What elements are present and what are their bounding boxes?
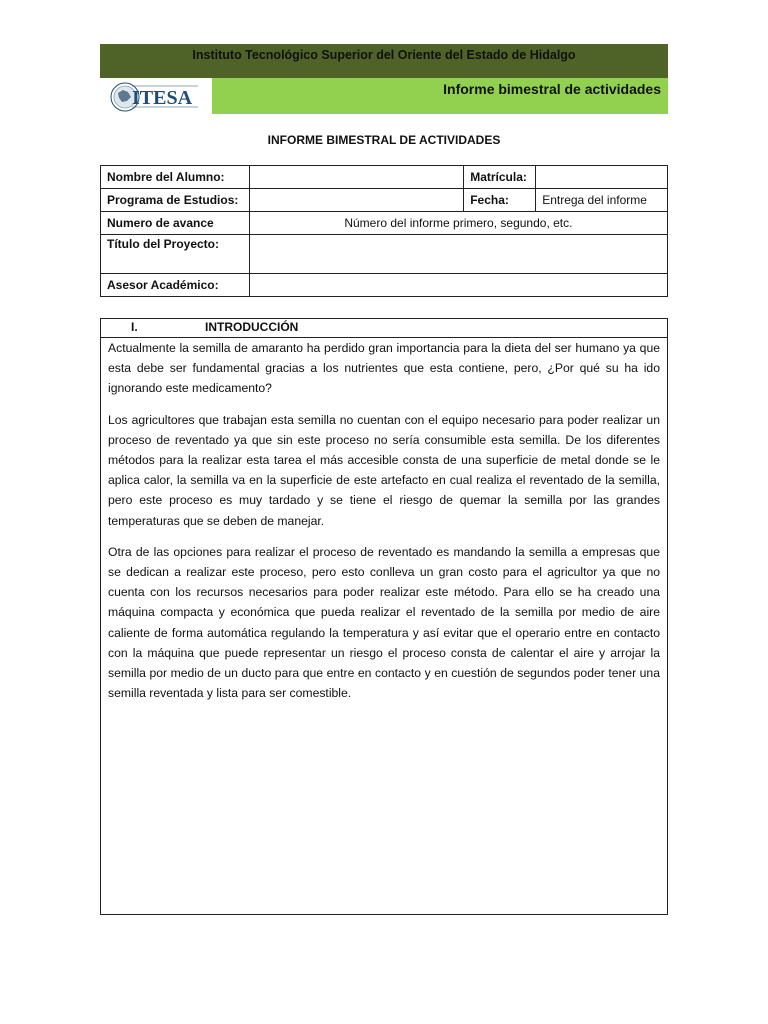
document-header xyxy=(100,44,668,114)
paragraph: Los agricultores que trabajan esta semilla no cuentan con el equipo necesario para poder realizar un proceso de reventado ya que sin este proceso no sería consumible esta semilla. De los diferentes métodos para la realizar esta tarea el más accesible consta de una superficie de metal donde se le aplica calor, la semilla va en la superficie de este artefacto en cual realiza el reventado de la semilla, pero este proceso es muy tardado y se tiene el riesgo de quemar la semilla por las grandes temperaturas que se deben de manejar. xyxy=(108,412,660,528)
advisor-field[interactable] xyxy=(249,274,667,297)
logo-wordmark: ITESA xyxy=(132,87,193,109)
paragraph: Otra de las opciones para realizar el proceso de reventado es mandando la semilla a empresas que se dedican a realizar este proceso, pero esto conlleva un gran costo para el agricultor ya que no cuenta con los recursos necesarios para poder realizar este método. Para ello se ha creado una máquina compacta y económica que pueda realizar el reventado de la semilla por medio de aire caliente de forma automática regulando la temperatura y así evitar que el operario entre en contacto con la máquina que puede representar un riesgo el proceso consta de calentar el aire y arrojar la semilla por medio de un ducto para que entre en contacto y en cuestión de segundos poder tener una semilla reventada y lista para ser comestible. xyxy=(108,544,660,701)
section-heading xyxy=(101,319,667,338)
institute-band: Instituto Tecnológico Superior del Oriente del Estado de Hidalgo xyxy=(100,44,668,78)
program-label: Programa de Estudios: xyxy=(101,189,250,212)
table-row xyxy=(101,189,668,212)
advance-label: Numero de avance xyxy=(101,212,250,235)
paragraph: Actualmente la semilla de amaranto ha perdido gran importancia para la dieta del ser humano ya que esta debe ser fundamental gracias a los nutrientes que esta contiene, pero, ¿Por qué su ha ido ignorando este medicamento? xyxy=(108,341,660,396)
matricula-label: Matrícula: xyxy=(464,166,536,189)
date-field[interactable]: Entrega del informe xyxy=(536,189,668,212)
matricula-field[interactable] xyxy=(536,166,668,189)
section-number: I. xyxy=(131,320,138,334)
advisor-label: Asesor Académico: xyxy=(101,274,250,297)
table-row xyxy=(101,212,668,235)
page-title: INFORME BIMESTRAL DE ACTIVIDADES xyxy=(267,133,501,147)
student-name-label: Nombre del Alumno: xyxy=(101,166,250,189)
section-body xyxy=(101,338,667,703)
project-title-label: Título del Proyecto: xyxy=(101,235,250,274)
section-title: INTRODUCCIÓN xyxy=(205,320,299,334)
student-info-table xyxy=(100,165,668,297)
report-label-band: Informe bimestral de actividades xyxy=(212,78,668,114)
program-field[interactable] xyxy=(249,189,463,212)
itesa-logo xyxy=(110,80,200,114)
introduction-section xyxy=(100,318,668,915)
table-row xyxy=(101,235,668,274)
date-label: Fecha: xyxy=(464,189,536,212)
table-row xyxy=(101,274,668,297)
student-name-field[interactable] xyxy=(249,166,463,189)
logo-cell xyxy=(100,78,212,114)
project-title-field[interactable] xyxy=(249,235,667,274)
advance-field[interactable]: Número del informe primero, segundo, etc. xyxy=(249,212,667,235)
table-row xyxy=(101,166,668,189)
header-subrow xyxy=(100,78,668,114)
